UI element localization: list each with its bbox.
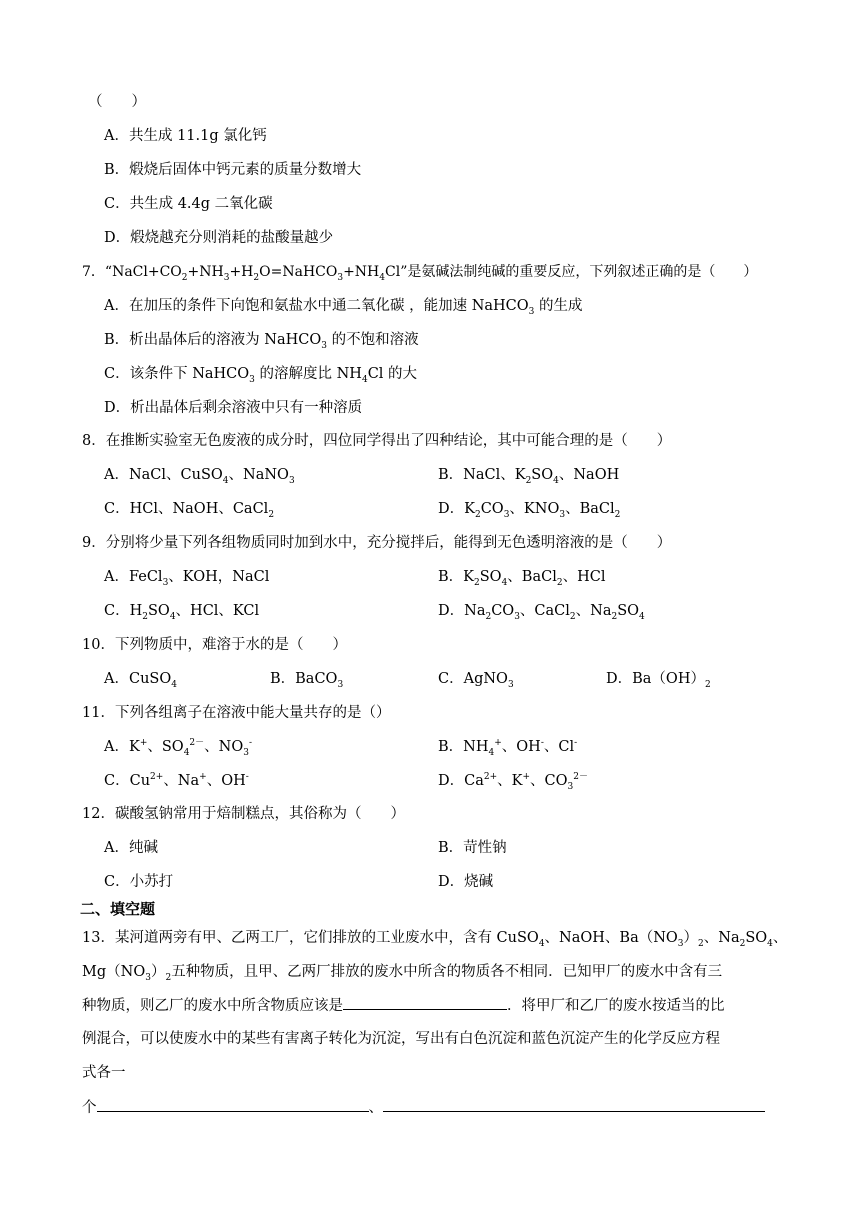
q12-option-c: C．小苏打 — [104, 874, 174, 890]
q11-stem: 11．下列各组离子在溶液中能大量共存的是（） — [82, 705, 391, 721]
q6-paren: （ ） — [88, 94, 146, 110]
q10-option-b: B．BaCO$_3$ — [270, 671, 344, 690]
q13-line-2: $Mg(NO_3)_2$五种物质，且甲、乙两厂排放的废水中所含的物质各不相同．已知甲厂的废水中含有三 — [82, 964, 723, 983]
q11-option-a: A．K+、$SO_4^{2-}$、$NO_3^-$ — [104, 738, 253, 758]
q10-stem: 10．下列物质中，难溶于水的是（ ） — [82, 637, 347, 653]
q7-option-a: A．在加压的条件下向饱和氨盐水中通二氧化碳 ，能加速 NaHCO$_3$ 的生成 — [104, 298, 583, 317]
q12-stem: 12．碳酸氢钠常用于焙制糕点，其俗称为（ ） — [82, 806, 405, 822]
q12-option-a: A．纯碱 — [104, 840, 158, 856]
q9-option-b: B．$K_2SO_4$、BaCl$_2$、HCl — [438, 569, 606, 588]
q10-option-c: C．AgNO$_3$ — [438, 671, 514, 690]
q7-option-b: B．析出晶体后的溶液为 NaHCO$_3$ 的不饱和溶液 — [104, 332, 419, 351]
q6-option-a: A．共生成 11.1g 氯化钙 — [104, 128, 267, 144]
q11-option-d: D．$Ca^{2+}$、K+、$CO_3^{2-}$ — [438, 772, 588, 792]
q6-option-c: C．共生成 4.4g 二氧化碳 — [104, 196, 273, 212]
q13-line-4: 例混合，可以使废水中的某些有害离子转化为沉淀，写出有白色沉淀和蓝色沉淀产生的化学反应方程 — [82, 1031, 720, 1047]
q9-option-a: A．FeCl$_3$、KOH，NaCl — [104, 569, 270, 588]
section-title: 二、填空题 — [80, 900, 156, 918]
q10-option-d: D．$Ba(OH)_2$ — [606, 671, 711, 690]
q9-option-c: C．$H_2SO_4$、HCl、KCl — [104, 603, 260, 622]
q6-option-d: D．煅烧越充分则消耗的盐酸量越少 — [104, 230, 334, 246]
answer-blank-3[interactable] — [383, 1097, 765, 1112]
q8-option-a: A．NaCl、CuSO$_4$、NaNO$_3$ — [104, 467, 295, 486]
q11-option-b: B．$NH_4^+$、OH-、Cl- — [438, 738, 578, 758]
q12-option-b: B．苛性钠 — [438, 840, 507, 856]
answer-blank-2[interactable] — [97, 1097, 369, 1112]
q13-line-6: 个 、 — [82, 1097, 765, 1118]
q12-option-d: D．烧碱 — [438, 874, 494, 890]
q13-line-3: 种物质，则乙厂的废水中所含物质应该是 ．将甲厂和乙厂的废水按适当的比 — [82, 995, 725, 1016]
q10-option-a: A．CuSO$_4$ — [104, 671, 177, 690]
q6-option-b: B．煅烧后固体中钙元素的质量分数增大 — [104, 162, 362, 178]
q11-option-c: C．$Cu^{2+}$、Na+、OH- — [104, 772, 249, 789]
q8-option-d: D．$K_2CO_3$、$KNO_3$、BaCl$_2$ — [438, 501, 621, 520]
q7-stem: 7．“$NaCl+CO_2+NH_3+H_2O=NaHCO_3+NH_4Cl$”是氨碱法制纯碱的重要反应，下列叙述正确的是（ ） — [82, 264, 758, 283]
q13-line-5: 式各一 — [82, 1065, 126, 1081]
q8-option-c: C．HCl、NaOH、CaCl$_2$ — [104, 501, 275, 520]
q9-stem: 9．分别将少量下列各组物质同时加到水中，充分搅拌后，能得到无色透明溶液的是（ ） — [82, 535, 672, 551]
answer-blank-1[interactable] — [343, 995, 507, 1010]
q7-option-c: C．该条件下 NaHCO$_3$ 的溶解度比 $NH_4Cl$ 的大 — [104, 366, 418, 385]
q8-stem: 8．在推断实验室无色废液的成分时，四位同学得出了四种结论，其中可能合理的是（ ） — [82, 433, 672, 449]
q9-option-d: D．$Na_2CO_3$、CaCl$_2$、$Na_2SO_4$ — [438, 603, 645, 622]
q7-option-d: D．析出晶体后剩余溶液中只有一种溶质 — [104, 400, 363, 416]
q8-option-b: B．NaCl、$K_2SO_4$、NaOH — [438, 467, 620, 486]
q13-line-1: 13．某河道两旁有甲、乙两工厂，它们排放的工业废水中，含有 CuSO$_4$、NaOH、$Ba(NO_3)_2$、$Na_2SO_4$、 — [82, 930, 788, 949]
